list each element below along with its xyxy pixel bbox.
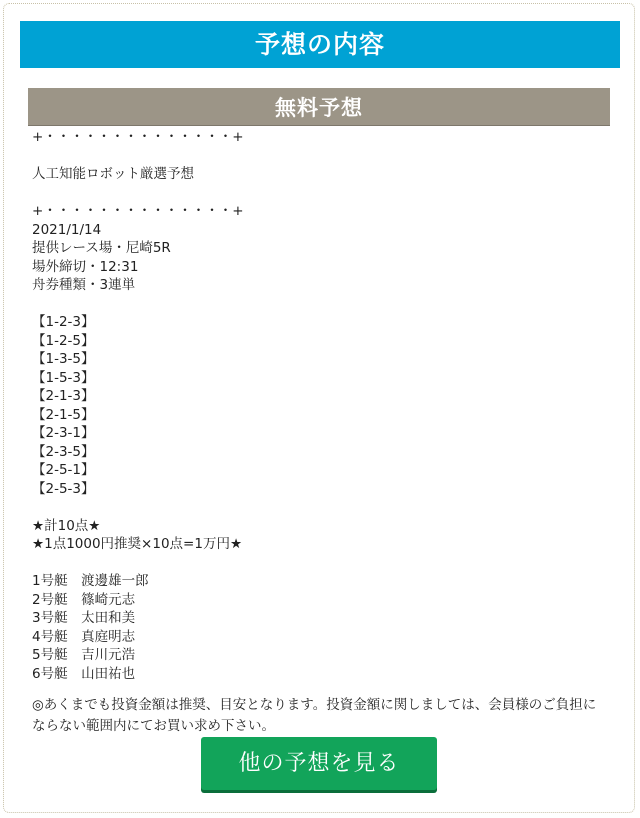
- combination-item: 【2-1-5】: [32, 406, 95, 423]
- combination-item: 【2-5-3】: [32, 480, 95, 497]
- total-points: ★計10点★: [32, 517, 101, 534]
- racer-list: [32, 572, 612, 683]
- page-title: 予想の内容: [20, 21, 620, 68]
- combination-item: 【1-2-3】: [32, 314, 95, 330]
- prediction-content: [32, 128, 612, 737]
- view-other-predictions-button[interactable]: 他の予想を見る: [201, 737, 437, 790]
- divider-bottom: +・・・・・・・・・・・・・・+: [32, 203, 244, 219]
- combination-item: 【2-3-5】: [32, 443, 95, 460]
- racer-item: 3号艇 太田和美: [32, 610, 136, 626]
- combination-item: 【2-1-3】: [32, 388, 95, 404]
- racer-item: 6号艇 山田祐也: [32, 665, 136, 682]
- race-venue: 提供レース場・尼崎5R: [32, 240, 171, 256]
- racer-item: 4号艇 真庭明志: [32, 628, 136, 645]
- ticket-type: 舟券種類・3連単: [32, 277, 136, 293]
- recommended-bet: ★1点1000円推奨×10点=1万円★: [32, 536, 243, 552]
- racer-item: 5号艇 吉川元浩: [32, 647, 136, 663]
- investment-note: ◎あくまでも投資金額は推奨、目安となります。投資金額に関しましては、会員様のご負担にならない範囲内にてお買い求め下さい。: [32, 697, 597, 734]
- divider-top: +・・・・・・・・・・・・・・+: [32, 129, 244, 145]
- racer-item: 2号艇 篠崎元志: [32, 591, 136, 608]
- race-date: 2021/1/14: [32, 221, 102, 238]
- combination-item: 【1-2-5】: [32, 332, 95, 349]
- combination-item: 【1-3-5】: [32, 351, 95, 367]
- section-title-free-prediction: 無料予想: [28, 88, 610, 126]
- racer-item: 1号艇 渡邊雄一郎: [32, 573, 149, 589]
- combination-list: [32, 313, 612, 498]
- race-deadline: 場外締切・12:31: [32, 258, 139, 275]
- combination-item: 【1-5-3】: [32, 369, 95, 386]
- combination-item: 【2-3-1】: [32, 425, 95, 441]
- combination-item: 【2-5-1】: [32, 462, 95, 478]
- plan-name: 人工知能ロボット厳選予想: [32, 166, 194, 182]
